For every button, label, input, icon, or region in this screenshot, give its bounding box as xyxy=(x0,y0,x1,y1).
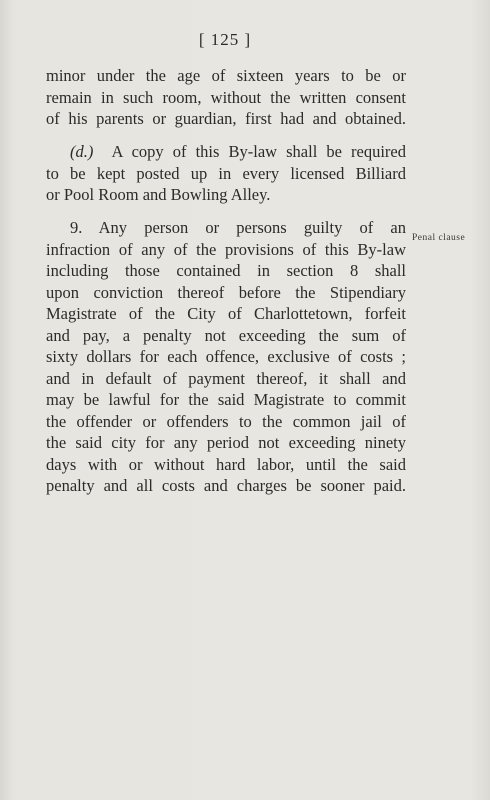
text-line: A copy of this By-law shall be required xyxy=(111,142,406,161)
text-line: infraction of any of the provisions of this By-law xyxy=(46,239,406,259)
text-line: to be kept posted up in every licensed Billiard xyxy=(46,163,406,183)
paragraph-continuation xyxy=(46,65,406,130)
text-line: days with or without hard labor, until the said xyxy=(46,454,406,474)
paragraph-sub-d xyxy=(46,141,406,206)
text-line: minor under the age of sixteen years to be or xyxy=(46,66,406,85)
page-number: [ 125 ] xyxy=(198,30,252,49)
text-line: and in default of payment thereof, it shall and xyxy=(46,368,406,388)
text-line: may be lawful for the said Magistrate to commit xyxy=(46,390,406,409)
text-line: of his parents or guardian, first had and obtained. xyxy=(46,109,406,128)
text-line: penalty and all costs and charges be sooner paid. xyxy=(46,476,406,495)
text-line-first xyxy=(46,141,406,163)
paragraph-section-9 xyxy=(46,217,406,497)
sub-clause-label: (d.) xyxy=(70,142,94,161)
text-line: sixty dollars for each offence, exclusive of costs ; xyxy=(46,347,406,366)
text-line: 9. Any person or persons guilty of an xyxy=(70,218,406,237)
text-line: the said city for any period not exceeding ninety xyxy=(46,433,406,452)
text-line: including those contained in section 8 shall xyxy=(46,261,406,280)
text-line: upon conviction thereof before the Stipendiary xyxy=(46,282,406,302)
text-line: and pay, a penalty not exceeding the sum of xyxy=(46,325,406,345)
margin-note-penal-clause: Penal clause xyxy=(412,233,466,243)
text-line: Magistrate of the City of Charlottetown, forfeit xyxy=(46,304,406,323)
text-line: remain in such room, without the written consent xyxy=(46,87,406,107)
text-line: or Pool Room and Bowling Alley. xyxy=(46,185,271,204)
text-line: the offender or offenders to the common jail of xyxy=(46,411,406,431)
